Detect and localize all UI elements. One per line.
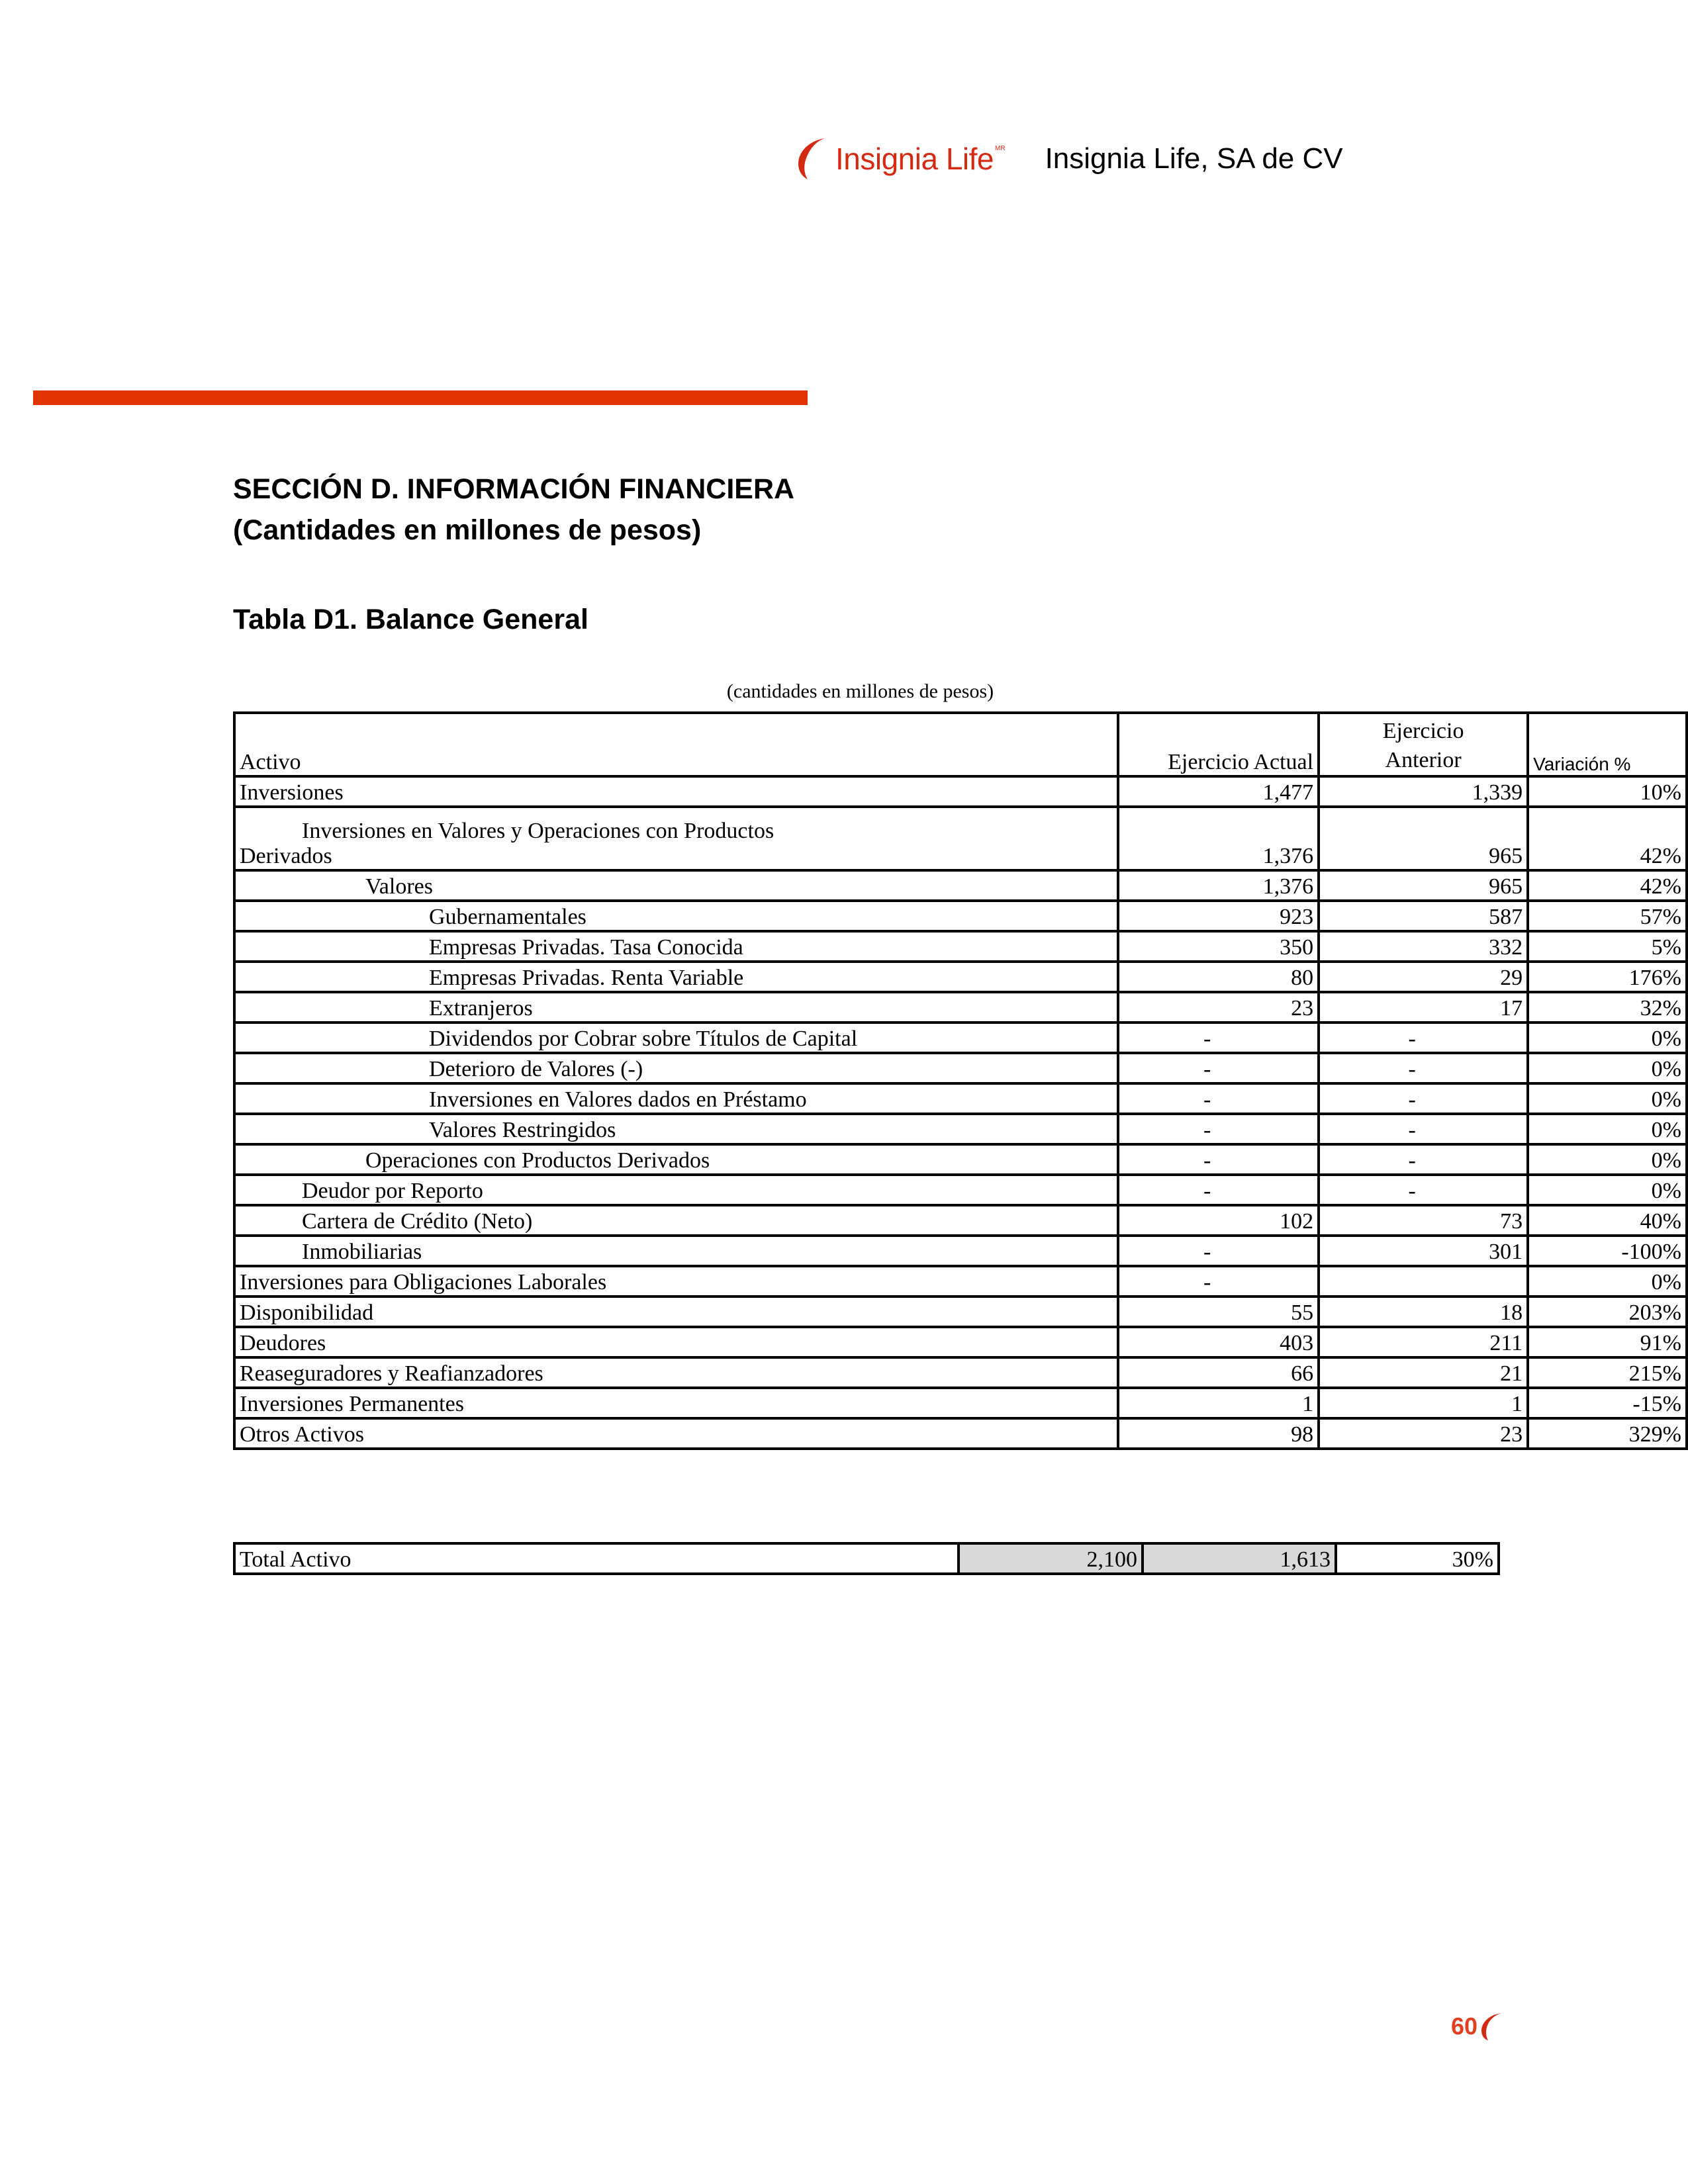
table-row: [234, 931, 1687, 962]
row-actual: 1: [1118, 1388, 1319, 1418]
row-anterior: 18: [1319, 1297, 1528, 1327]
total-table: [233, 1542, 1500, 1575]
row-label: Inmobiliarias: [234, 1236, 1118, 1266]
row-label: Extranjeros: [234, 992, 1118, 1023]
row-anterior: 73: [1319, 1205, 1528, 1236]
row-anterior: 1: [1319, 1388, 1528, 1418]
table-title: Tabla D1. Balance General: [233, 604, 588, 635]
row-label: Inversiones Permanentes: [234, 1388, 1118, 1418]
row-actual: 102: [1118, 1205, 1319, 1236]
header-ejercicio-actual: Ejercicio Actual: [1118, 713, 1319, 776]
table-row: [234, 807, 1687, 870]
row-actual: 55: [1118, 1297, 1319, 1327]
row-variacion: 0%: [1528, 1144, 1687, 1175]
row-label: Deterioro de Valores (-): [234, 1053, 1118, 1083]
row-actual: 1,376: [1118, 870, 1319, 901]
table-row: [234, 1053, 1687, 1083]
section-title: SECCIÓN D. INFORMACIÓN FINANCIERA: [233, 473, 795, 505]
row-anterior: 301: [1319, 1236, 1528, 1266]
crescent-logo-icon: [794, 137, 833, 181]
row-label: Empresas Privadas. Renta Variable: [234, 962, 1118, 992]
section-heading: [233, 469, 794, 551]
row-variacion: 40%: [1528, 1205, 1687, 1236]
total-actual: 2,100: [959, 1543, 1143, 1574]
row-variacion: 42%: [1528, 870, 1687, 901]
row-variacion: 0%: [1528, 1023, 1687, 1053]
row-actual: 1,376: [1118, 807, 1319, 870]
row-label: Inversiones: [234, 776, 1118, 807]
insignia-life-logo: [794, 137, 1006, 181]
page-number: 60: [1451, 2013, 1478, 2040]
row-label: Inversiones en Valores dados en Préstamo: [234, 1083, 1118, 1114]
row-label: Operaciones con Productos Derivados: [234, 1144, 1118, 1175]
section-subtitle: (Cantidades en millones de pesos): [233, 514, 702, 546]
row-label-line1: Inversiones en Valores y Operaciones con Productos: [302, 819, 774, 843]
table-row: [234, 1083, 1687, 1114]
row-label: Disponibilidad: [234, 1297, 1118, 1327]
header-activo: Activo: [234, 713, 1118, 776]
row-label: Deudor por Reporto: [234, 1175, 1118, 1205]
table-row: [234, 776, 1687, 807]
row-anterior: 965: [1319, 870, 1528, 901]
row-anterior: 29: [1319, 962, 1528, 992]
table-row: [234, 1023, 1687, 1053]
table-row: [234, 870, 1687, 901]
row-anterior: 211: [1319, 1327, 1528, 1357]
row-variacion: 57%: [1528, 901, 1687, 931]
total-anterior: 1,613: [1143, 1543, 1336, 1574]
row-variacion: 0%: [1528, 1175, 1687, 1205]
row-actual: -: [1118, 1236, 1319, 1266]
row-label: Inversiones para Obligaciones Laborales: [234, 1266, 1118, 1297]
row-variacion: 0%: [1528, 1266, 1687, 1297]
total-label: Total Activo: [234, 1543, 959, 1574]
header-anterior-line1: Ejercicio: [1382, 719, 1464, 743]
row-variacion: 91%: [1528, 1327, 1687, 1357]
table-row: [234, 962, 1687, 992]
row-anterior: 1,339: [1319, 776, 1528, 807]
row-anterior: 17: [1319, 992, 1528, 1023]
row-variacion: 32%: [1528, 992, 1687, 1023]
table-row: [234, 992, 1687, 1023]
table-row: [234, 1144, 1687, 1175]
table-row: [234, 1388, 1687, 1418]
row-anterior: -: [1319, 1023, 1528, 1053]
row-variacion: 329%: [1528, 1418, 1687, 1449]
page-footer: [1451, 2012, 1503, 2041]
row-variacion: 10%: [1528, 776, 1687, 807]
row-variacion: 215%: [1528, 1357, 1687, 1388]
logo-trademark: MR: [995, 144, 1006, 152]
table-row: [234, 1357, 1687, 1388]
row-label: Empresas Privadas. Tasa Conocida: [234, 931, 1118, 962]
row-actual: 66: [1118, 1357, 1319, 1388]
row-label: Valores Restringidos: [234, 1114, 1118, 1144]
row-variacion: -100%: [1528, 1236, 1687, 1266]
header-ejercicio-anterior: [1319, 713, 1528, 776]
row-actual: -: [1118, 1266, 1319, 1297]
row-variacion: 0%: [1528, 1114, 1687, 1144]
company-name: Insignia Life, SA de CV: [1045, 142, 1343, 175]
row-label: Deudores: [234, 1327, 1118, 1357]
table-row: [234, 901, 1687, 931]
row-variacion: 5%: [1528, 931, 1687, 962]
row-anterior: -: [1319, 1114, 1528, 1144]
table-row: [234, 1266, 1687, 1297]
row-anterior: 587: [1319, 901, 1528, 931]
total-variacion: 30%: [1336, 1543, 1499, 1574]
table-caption: (cantidades en millones de pesos): [726, 680, 994, 702]
table-row: [234, 1327, 1687, 1357]
row-actual: -: [1118, 1114, 1319, 1144]
table-row: [234, 1175, 1687, 1205]
row-anterior: -: [1319, 1144, 1528, 1175]
table-row: [234, 1205, 1687, 1236]
row-label: Otros Activos: [234, 1418, 1118, 1449]
row-variacion: 0%: [1528, 1083, 1687, 1114]
row-actual: 403: [1118, 1327, 1319, 1357]
row-actual: 350: [1118, 931, 1319, 962]
total-row: [234, 1543, 1499, 1574]
row-actual: 23: [1118, 992, 1319, 1023]
row-anterior: 965: [1319, 807, 1528, 870]
table-row: [234, 1297, 1687, 1327]
row-variacion: 176%: [1528, 962, 1687, 992]
row-label: Gubernamentales: [234, 901, 1118, 931]
row-anterior: [1319, 1266, 1528, 1297]
row-actual: -: [1118, 1175, 1319, 1205]
row-variacion: -15%: [1528, 1388, 1687, 1418]
table-row: [234, 1418, 1687, 1449]
row-anterior: -: [1319, 1083, 1528, 1114]
row-actual: -: [1118, 1083, 1319, 1114]
row-label: [234, 807, 1118, 870]
row-variacion: 42%: [1528, 807, 1687, 870]
header-anterior-line2: Anterior: [1385, 748, 1462, 772]
header-variacion: Variación %: [1528, 713, 1687, 776]
accent-bar: [33, 390, 808, 405]
row-label-line2: Derivados: [240, 844, 332, 868]
table-row: [234, 1114, 1687, 1144]
crescent-footer-icon: [1479, 2012, 1503, 2041]
row-label: Reaseguradores y Reafianzadores: [234, 1357, 1118, 1388]
row-actual: 923: [1118, 901, 1319, 931]
page-header: [794, 132, 1343, 185]
row-actual: -: [1118, 1023, 1319, 1053]
balance-table: [233, 711, 1688, 1450]
row-variacion: 0%: [1528, 1053, 1687, 1083]
logo-wordmark: Insignia Life: [835, 142, 994, 176]
row-anterior: -: [1319, 1053, 1528, 1083]
row-label: Cartera de Crédito (Neto): [234, 1205, 1118, 1236]
row-actual: -: [1118, 1144, 1319, 1175]
row-actual: 98: [1118, 1418, 1319, 1449]
row-anterior: 332: [1319, 931, 1528, 962]
row-anterior: -: [1319, 1175, 1528, 1205]
table-row: [234, 1236, 1687, 1266]
row-actual: 1,477: [1118, 776, 1319, 807]
row-label: Dividendos por Cobrar sobre Títulos de Capital: [234, 1023, 1118, 1053]
row-actual: -: [1118, 1053, 1319, 1083]
row-variacion: 203%: [1528, 1297, 1687, 1327]
row-anterior: 21: [1319, 1357, 1528, 1388]
row-anterior: 23: [1319, 1418, 1528, 1449]
row-actual: 80: [1118, 962, 1319, 992]
row-label: Valores: [234, 870, 1118, 901]
table-header-row: [234, 713, 1687, 776]
